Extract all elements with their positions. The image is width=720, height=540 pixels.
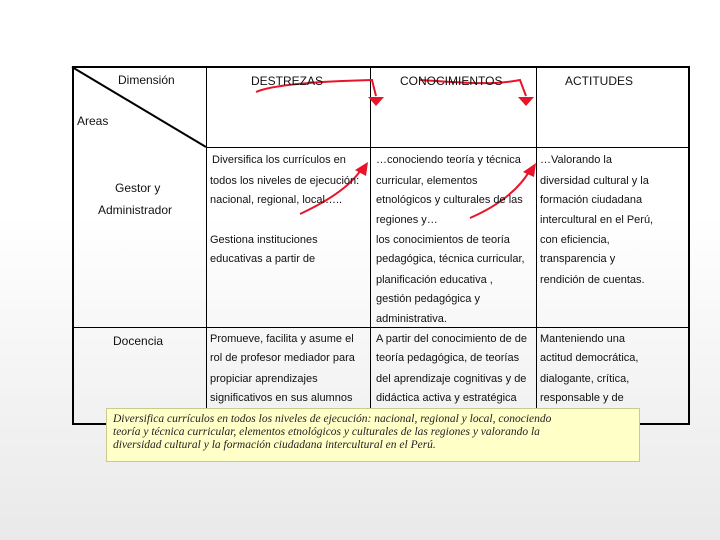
cell-text: didáctica activa y estratégica bbox=[376, 392, 517, 404]
cell-text: rendición de cuentas. bbox=[540, 274, 645, 286]
destrezas-header: DESTREZAS bbox=[251, 74, 324, 88]
cell-text: actitud democrática, bbox=[540, 352, 639, 364]
cell-text: formación ciudadana bbox=[540, 194, 643, 206]
cell-text: rol de profesor mediador para bbox=[210, 352, 355, 364]
cell-text: …conociendo teoría y técnica bbox=[376, 154, 521, 166]
cell-text: curricular, elementos bbox=[376, 175, 478, 187]
cell-text: …Valorando la bbox=[540, 154, 612, 166]
summary-line: Diversifica currículos en todos los niveles de ejecución: nacional, regional y local, conociendo bbox=[113, 413, 552, 425]
cell-text: Manteniendo una bbox=[540, 333, 626, 345]
summary-note bbox=[106, 408, 640, 462]
cell-text: con eficiencia, bbox=[540, 234, 610, 246]
cell-text: A partir del conocimiento de de bbox=[376, 333, 528, 345]
cell-text: administrativa. bbox=[376, 313, 447, 325]
curve-arrow-head-2 bbox=[523, 163, 536, 177]
cell-text: regiones y… bbox=[376, 214, 438, 226]
cell-text: Promueve, facilita y asume el bbox=[210, 333, 354, 345]
conocimientos-header: CONOCIMIENTOS bbox=[400, 74, 503, 88]
row-label-docencia: Docencia bbox=[113, 334, 164, 348]
cell-text: pedagógica, técnica curricular, bbox=[376, 253, 525, 265]
row-label-gestor-line1: Gestor y bbox=[115, 181, 161, 195]
cell-text: educativas a partir de bbox=[210, 253, 316, 265]
cell-text: responsable y de bbox=[540, 392, 624, 404]
cell-text: propiciar aprendizajes bbox=[210, 373, 318, 385]
cell-text: etnológicos y culturales de las bbox=[376, 194, 523, 206]
cell-text: dialogante, crítica, bbox=[540, 373, 630, 385]
summary-line: teoría y técnica curricular, elementos etnológicos y culturales de las regiones y valorando la bbox=[113, 426, 540, 438]
arrow-head-2 bbox=[518, 97, 534, 106]
dimension-header: Dimensión bbox=[118, 73, 175, 87]
cell-text: teoría pedagógica, de teorías bbox=[376, 352, 520, 364]
cell-text: nacional, regional, local….. bbox=[210, 194, 343, 206]
cell-text: los conocimientos de teoría bbox=[376, 234, 510, 246]
row-label-gestor-line2: Administrador bbox=[98, 203, 173, 217]
cell-text: Gestiona instituciones bbox=[210, 234, 318, 246]
cell-text: Diversifica los currículos en bbox=[212, 154, 346, 166]
cell-text: significativos en sus alumnos bbox=[210, 392, 353, 404]
cell-text: del aprendizaje cognitivas y de bbox=[376, 373, 527, 385]
cell-text: todos los niveles de ejecución: bbox=[210, 175, 360, 187]
cell-text: transparencia y bbox=[540, 253, 616, 265]
cell-text: diversidad cultural y la bbox=[540, 175, 649, 187]
cell-text: planificación educativa , bbox=[376, 274, 493, 286]
summary-line: diversidad cultural y la formación ciudadana intercultural en el Perú. bbox=[113, 439, 436, 451]
areas-header: Areas bbox=[77, 114, 109, 128]
actitudes-header: ACTITUDES bbox=[565, 74, 634, 88]
cell-text: gestión pedagógica y bbox=[376, 293, 480, 305]
cell-text: intercultural en el Perú, bbox=[540, 214, 654, 226]
arrow-head-1 bbox=[368, 97, 384, 106]
